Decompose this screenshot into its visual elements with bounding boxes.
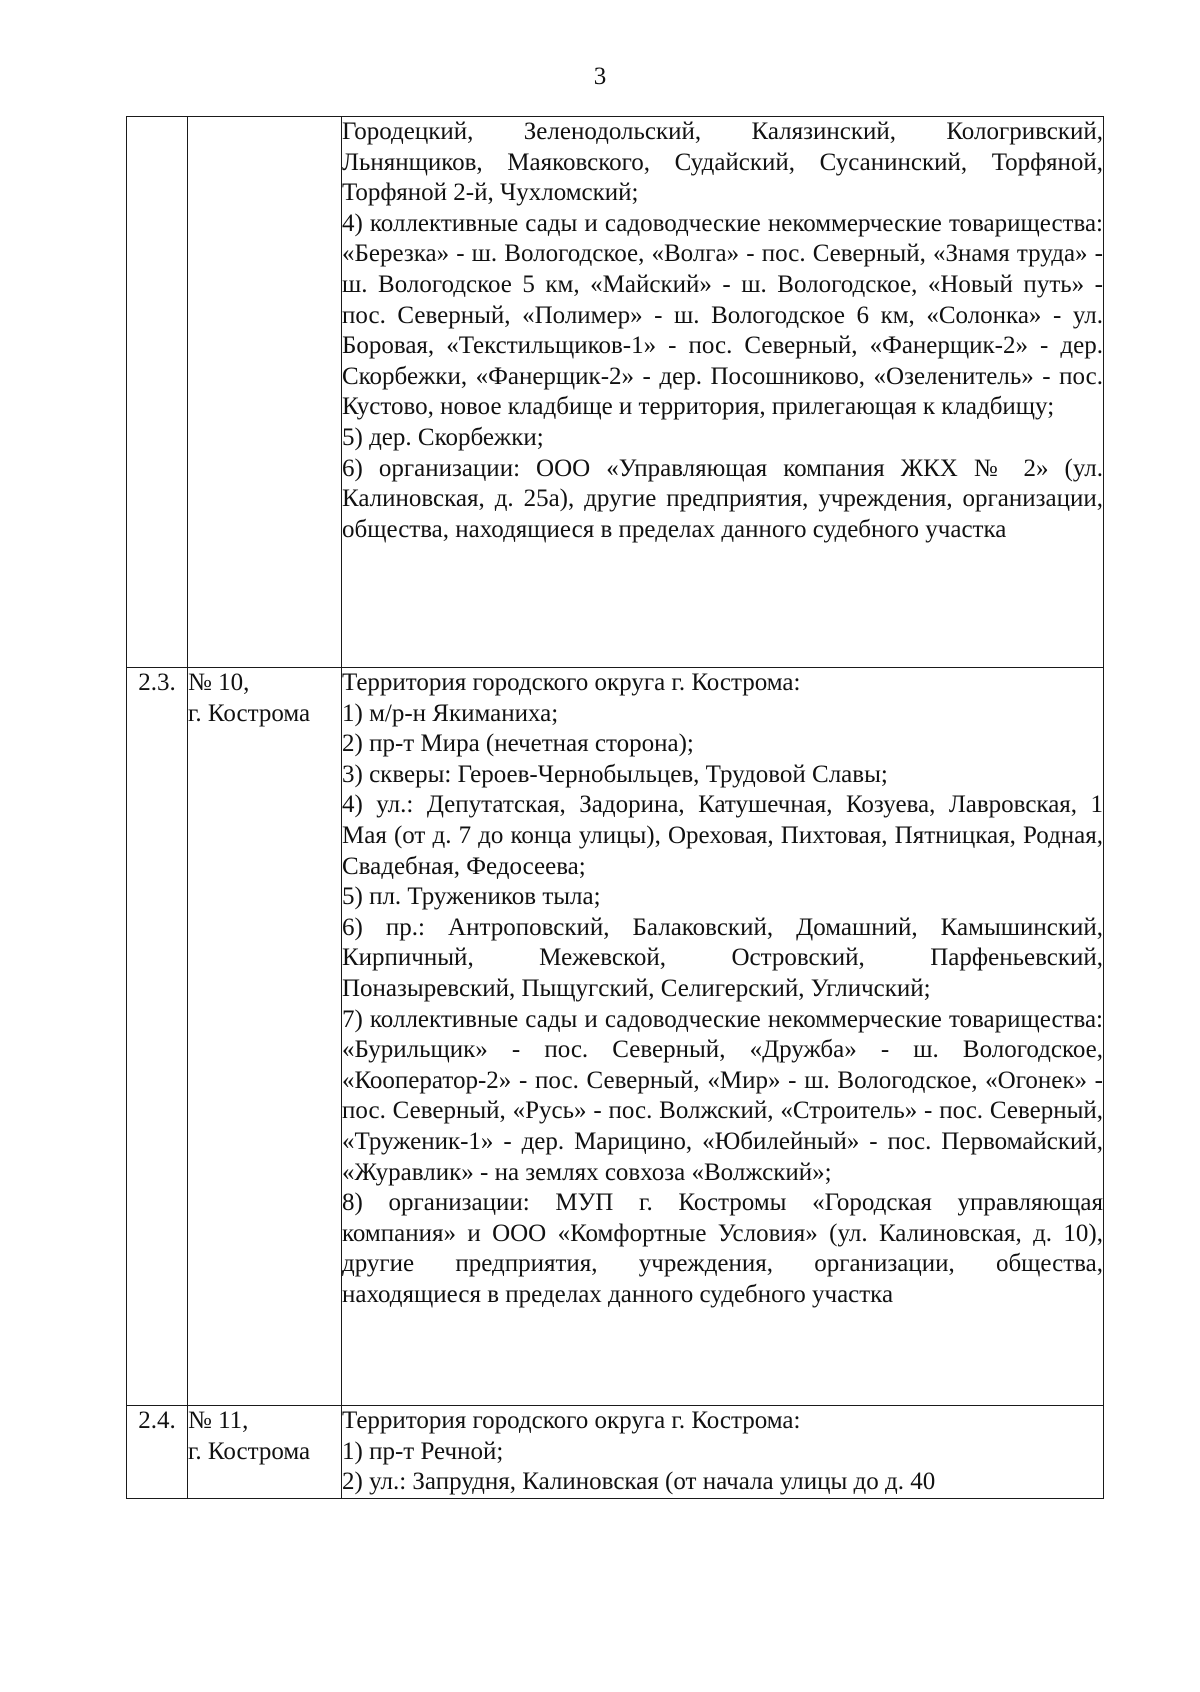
court-cell [188,117,342,668]
territory-paragraph: 8) организации: МУП г. Костромы «Городская управляющая компания» и ООО «Комфортные Условия» (ул. Калиновская, д. 10), другие предприятия, учреждения, организации, общества, находящиеся в пределах данного судебного участка [342,1189,1103,1308]
territory-paragraph: 7) коллективные сады и садоводческие некоммерческие товарищества: «Бурильщик» - пос. Северный, «Дружба» - ш. Вологодское, «Кооператор-2» - пос. Северный, «Мир» - ш. Вологодское, «Огонек» - пос. Северный, «Русь» - пос. Волжский, «Строитель» - пос. Северный, «Труженик-1» - дер. Марицино, «Юбилейный» - пос. Первомайский, «Журавлик» - на землях совхоза «Волжский»; [342,1005,1103,1186]
territory-cell [342,1406,1104,1499]
table-row [127,1406,1104,1499]
table-row [127,668,1104,1406]
territory-paragraph: Территория городского округа г. Кострома: [342,669,801,696]
court-cell [188,1406,342,1499]
court-city: г. Кострома [188,1437,311,1465]
row-number [127,117,188,668]
court-number: № 11, [188,1407,249,1434]
court-districts-table [126,116,1104,1499]
territory-paragraph: Территория городского округа г. Кострома: [342,1407,801,1434]
territory-paragraph: 1) м/р-н Якиманиха; [342,699,559,727]
row-number: 2.3. [127,668,188,1406]
territory-cell [342,668,1104,1406]
court-number: № 10, [188,669,250,696]
territory-paragraph: 6) пр.: Антроповский, Балаковский, Домашний, Камышинский, Кирпичный, Межевской, Островский, Парфеньевский, Поназыревский, Пыщугский, Селигерский, Угличский; [342,913,1103,1002]
row-number: 2.4. [127,1406,188,1499]
territory-paragraph: 6) организации: ООО «Управляющая компания ЖКХ № 2» (ул. Калиновская, д. 25а), другие предприятия, учреждения, организации, общества, находящиеся в пределах данного судебного участка [342,454,1103,543]
territory-paragraph: 2) ул.: Запрудня, Калиновская (от начала улицы до д. 40 [342,1468,936,1496]
court-cell [188,668,342,1406]
territory-paragraph: 5) пл. Тружеников тыла; [342,883,601,911]
territory-paragraph: 5) дер. Скорбежки; [342,423,544,451]
court-city: г. Кострома [188,699,311,727]
territory-paragraph: 2) пр-т Мира (нечетная сторона); [342,730,694,758]
page-number: 3 [593,63,607,90]
territory-paragraph: 4) коллективные сады и садоводческие некоммерческие товарищества: «Березка» - ш. Вологодское, «Волга» - пос. Северный, «Знамя труда» - ш. Вологодское 5 км, «Майский» - ш. Вологодское, «Новый путь» - пос. Северный, «Полимер» - ш. Вологодское 6 км, «Солонка» - ул. Боровая, «Текстильщиков-1» - пос. Северный, «Фанерщик-2» - дер. Скорбежки, «Фанерщик-2» - дер. Посошниково, «Озеленитель» - пос. Кустово, новое кладбище и территория, прилегающая к кладбищу; [342,209,1103,421]
territory-paragraph: 4) ул.: Депутатская, Задорина, Катушечная, Козуева, Лавровская, 1 Мая (от д. 7 до конца улицы), Ореховая, Пихтовая, Пятницкая, Родная, Свадебная, Федосеева; [342,791,1103,880]
territory-cell [342,117,1104,668]
table-row [127,117,1104,668]
territory-paragraph: 3) скверы: Героев-Чернобыльцев, Трудовой Славы; [342,760,888,788]
territory-paragraph: 1) пр-т Речной; [342,1437,504,1465]
territory-paragraph: Городецкий, Зеленодольский, Калязинский, Кологривский, Льнянщиков, Маяковского, Судайский, Сусанинский, Торфяной, Торфяной 2-й, Чухломский; [342,118,1103,207]
